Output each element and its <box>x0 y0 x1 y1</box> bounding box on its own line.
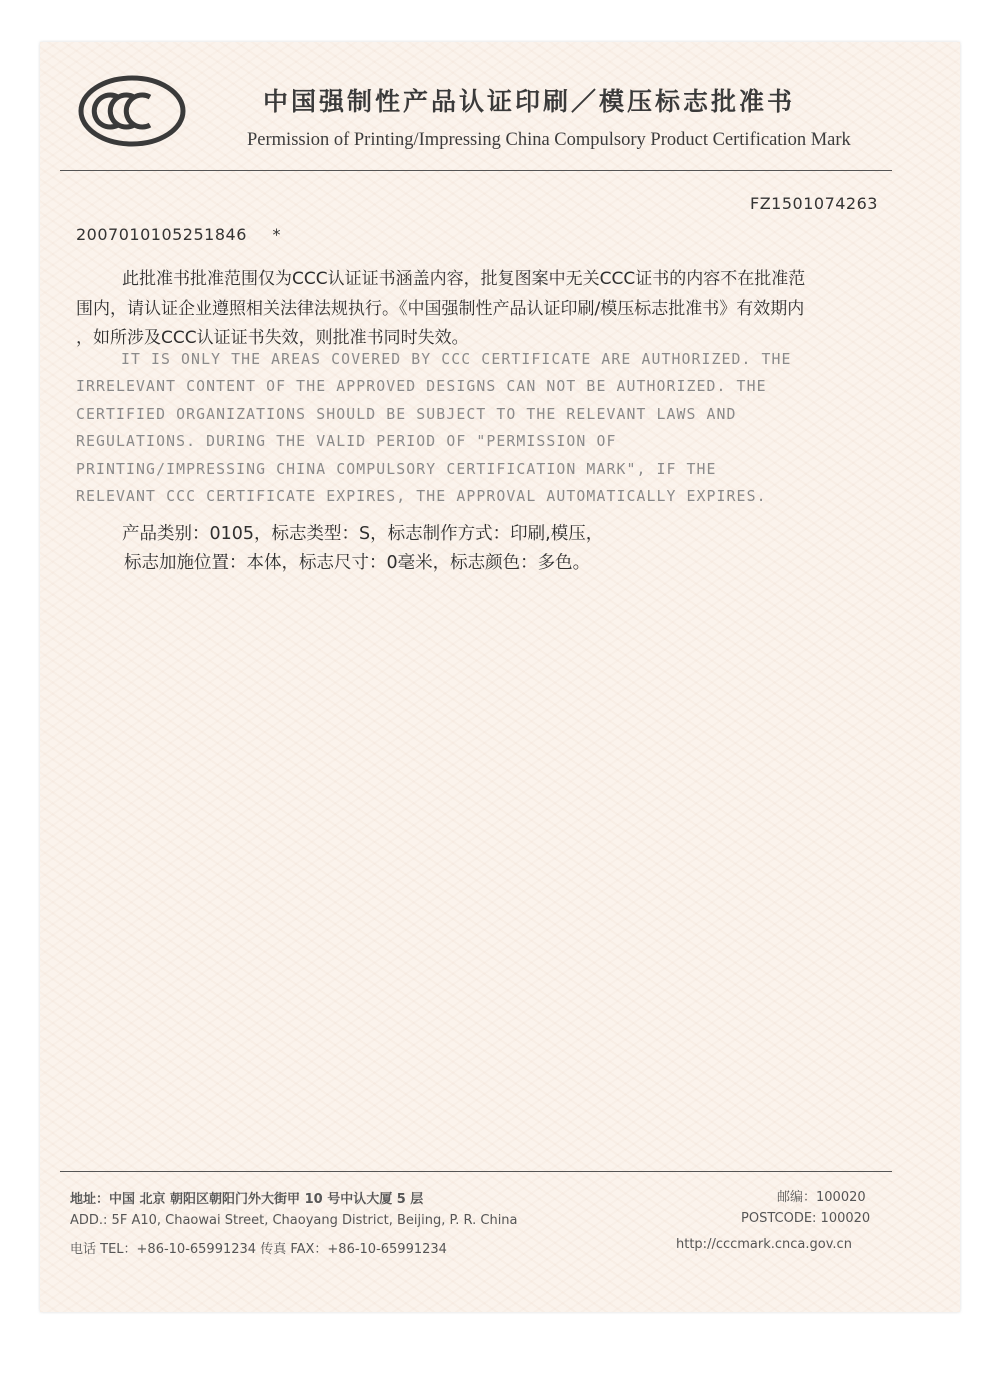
footer-address-cn: 地址：中国 北京 朝阳区朝阳门外大街甲 10 号中认大厦 5 层 <box>70 1192 424 1207</box>
footer-website-link[interactable]: http://cccmark.cnca.gov.cn <box>676 1237 852 1252</box>
body-cn-line: ，如所涉及CCC认证证书失效，则批准书同时失效。 <box>76 328 469 348</box>
reference-number <box>76 225 281 244</box>
body-cn-line: 此批准书批准范围仅为CCC认证证书涵盖内容，批复图案中无关CCC证书的内容不在批准范 <box>122 269 806 289</box>
body-en-line: REGULATIONS. DURING THE VALID PERIOD OF "PERMISSION OF <box>76 433 617 450</box>
footer-address-en: ADD.: 5F A10, Chaowai Street, Chaoyang District, Beijing, P. R. China <box>70 1213 518 1228</box>
body-en-line: PRINTING/IMPRESSING CHINA COMPULSORY CERTIFICATION MARK", IF THE <box>76 461 717 478</box>
body-en-line: IRRELEVANT CONTENT OF THE APPROVED DESIGNS CAN NOT BE AUTHORIZED. THE <box>76 378 767 395</box>
body-cn-line: 围内，请认证企业遵照相关法律法规执行。《中国强制性产品认证印刷/模压标志批准书》有效期内 <box>76 299 805 319</box>
reference-mark: * <box>272 225 281 244</box>
footer-postcode-en: POSTCODE: 100020 <box>741 1211 871 1226</box>
title-english: Permission of Printing/Impressing China Compulsory Product Certification Mark <box>247 130 851 150</box>
footer-divider <box>60 1171 892 1172</box>
body-en-line: CERTIFIED ORGANIZATIONS SHOULD BE SUBJECT TO THE RELEVANT LAWS AND <box>76 406 737 423</box>
product-info-line-2: 标志加施位置：本体，标志尺寸：0毫米，标志颜色：多色。 <box>124 553 591 573</box>
document-number: FZ1501074263 <box>750 194 878 213</box>
footer-postcode-cn: 邮编：100020 <box>777 1190 866 1205</box>
product-info-line-1: 产品类别：0105，标志类型：S，标志制作方式：印刷,模压， <box>122 524 604 544</box>
ccc-logo-icon <box>78 75 186 147</box>
reference-number-value: 2007010105251846 <box>76 225 247 244</box>
header-divider <box>60 170 892 171</box>
footer-phone-fax: 电话 TEL：+86-10-65991234 传真 FAX：+86-10-65991234 <box>70 1242 447 1257</box>
body-en-line: IT IS ONLY THE AREAS COVERED BY CCC CERTIFICATE ARE AUTHORIZED. THE <box>121 351 792 368</box>
title-chinese: 中国强制性产品认证印刷／模压标志批准书 <box>263 87 796 116</box>
body-en-line: RELEVANT CCC CERTIFICATE EXPIRES, THE APPROVAL AUTOMATICALLY EXPIRES. <box>76 488 767 505</box>
